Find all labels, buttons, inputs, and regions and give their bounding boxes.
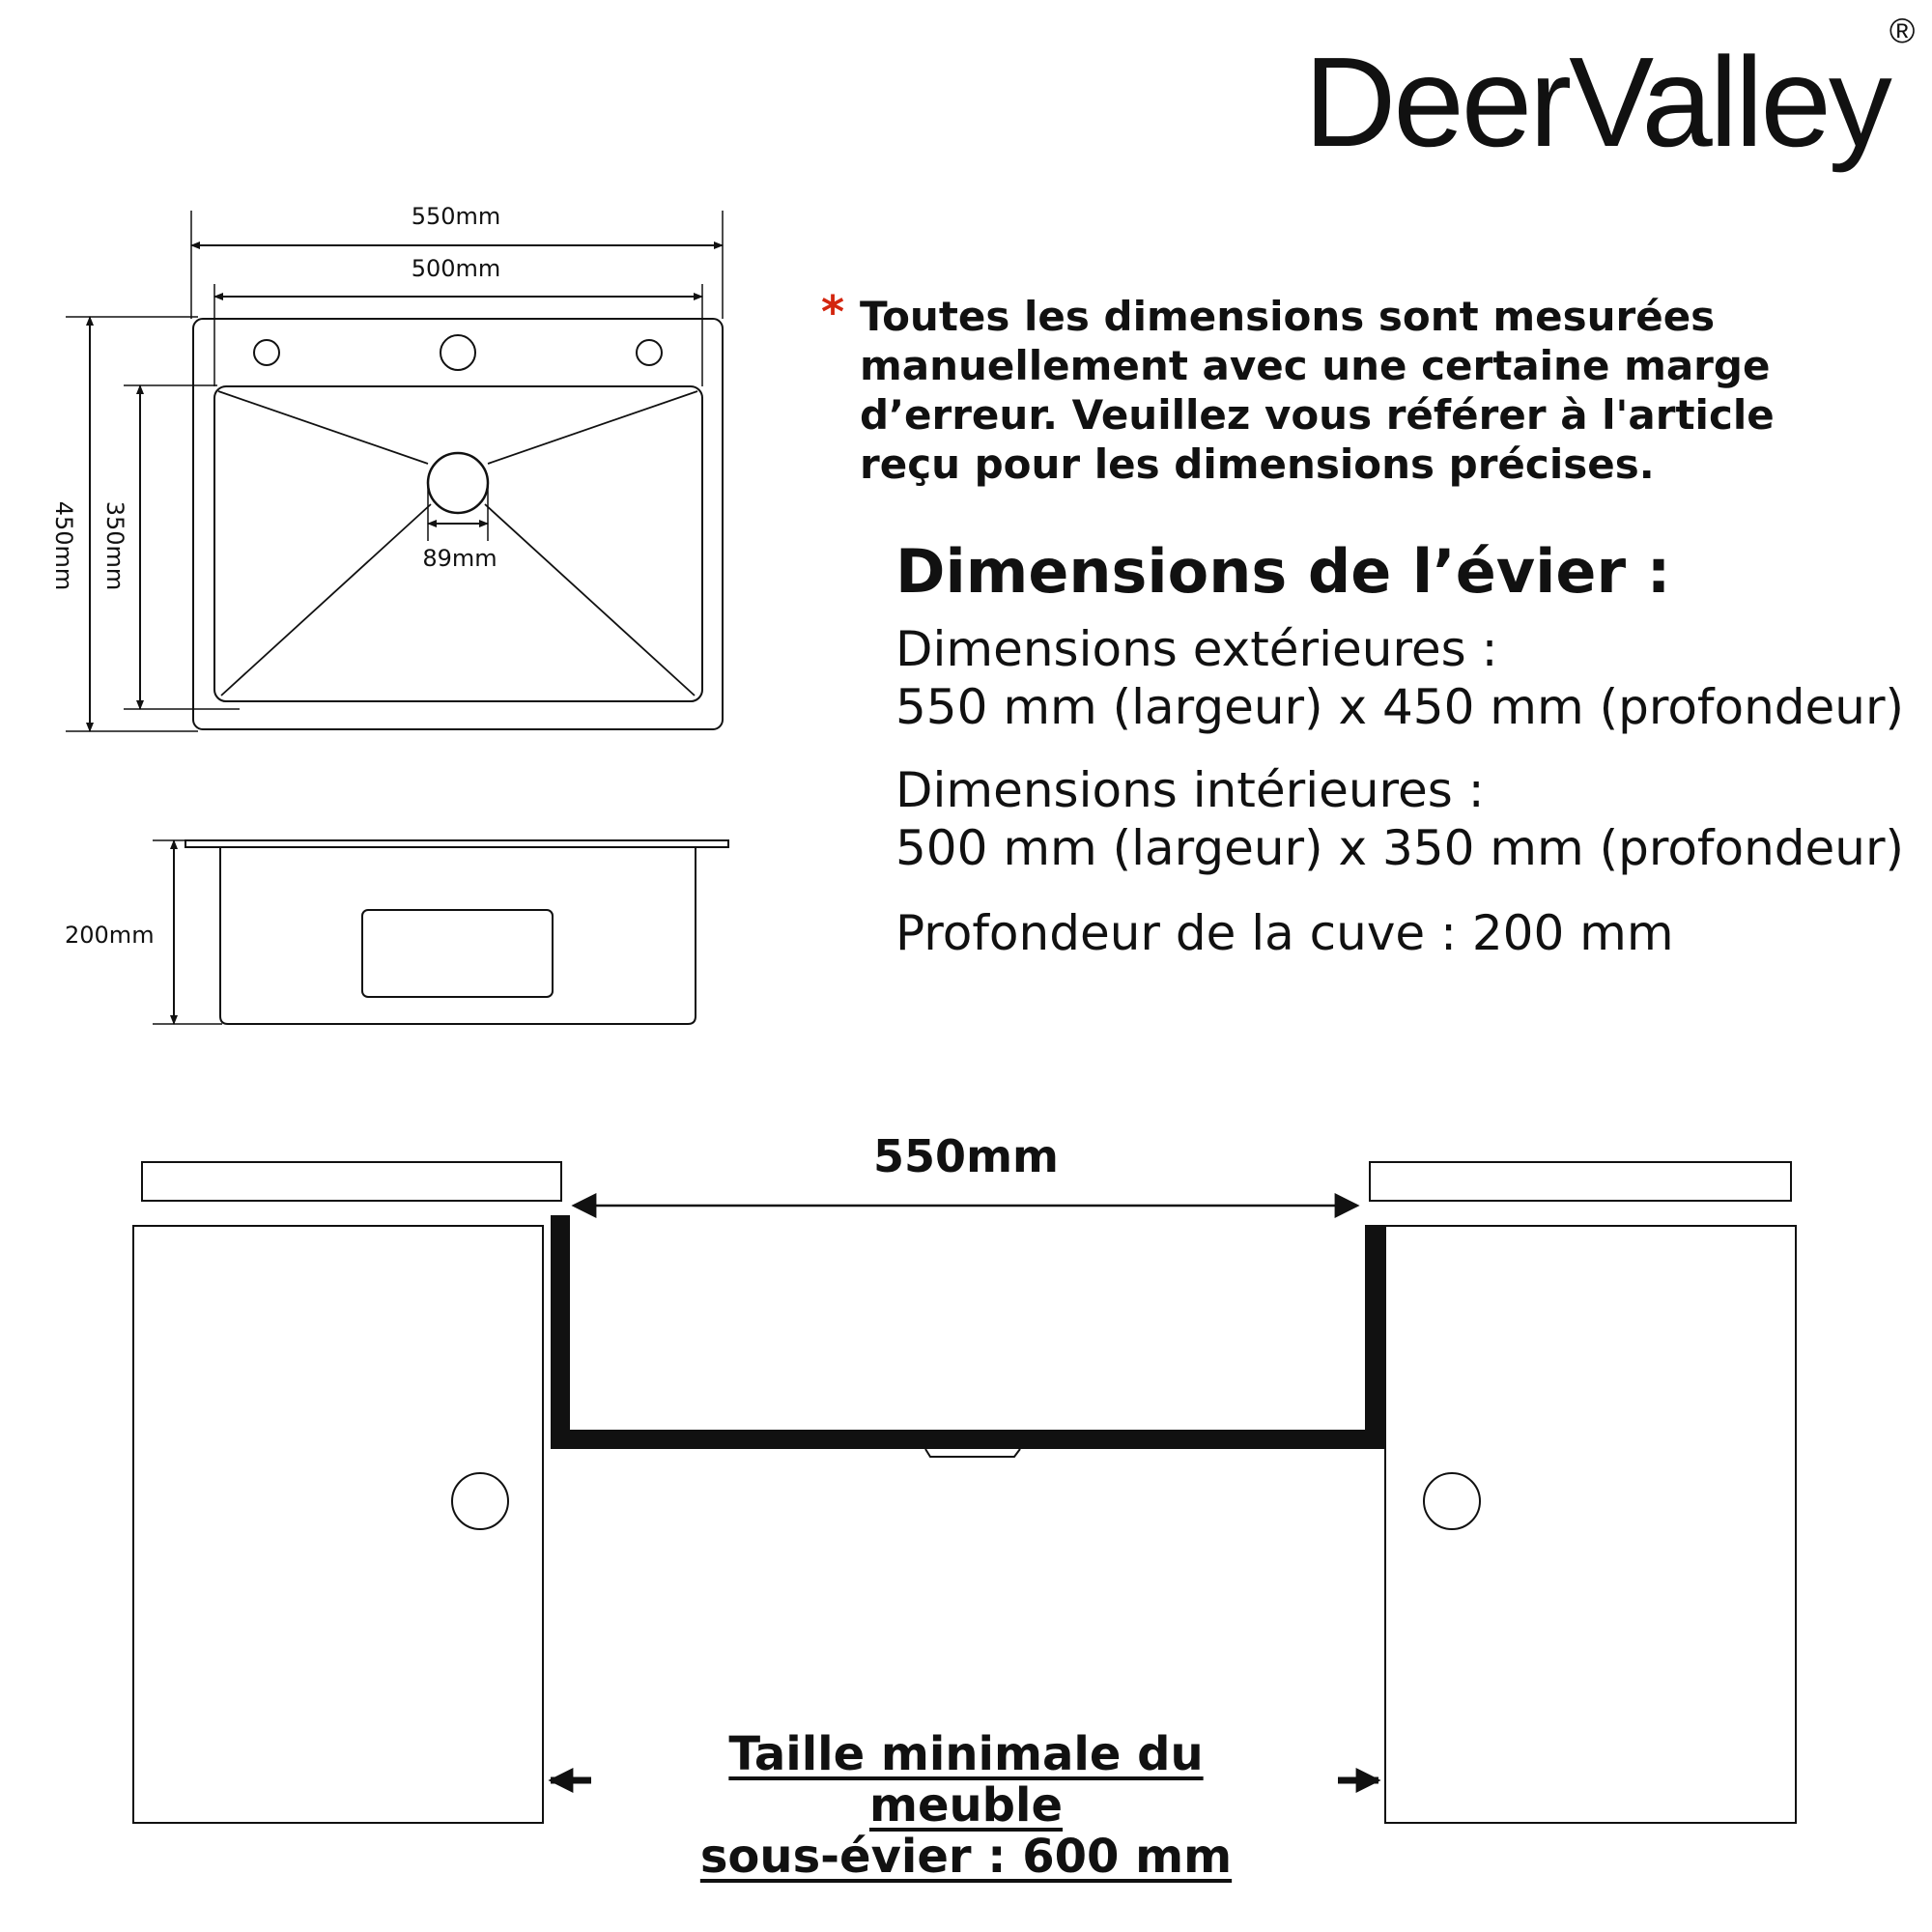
countertop-left	[142, 1162, 561, 1201]
note-line: Toutes les dimensions sont mesurées	[860, 293, 1716, 340]
side-rim	[185, 840, 728, 847]
countertop-right	[1370, 1162, 1791, 1201]
registered-mark: ®	[1889, 11, 1916, 50]
cabinet-caption-line1: Taille minimale du meuble	[728, 1727, 1204, 1833]
inner-depth-label: 350mm	[101, 500, 128, 591]
cabinet-view	[133, 1162, 1796, 1823]
cabinet-caption	[638, 1729, 1294, 1883]
inner-dimensions-value: 500 mm (largeur) x 350 mm (profondeur)	[895, 820, 1905, 876]
drain-bump	[925, 1449, 1020, 1457]
drain	[428, 453, 488, 513]
bowl-depth-label: 200mm	[65, 922, 155, 949]
tap-hole-right	[637, 340, 662, 365]
brand-name: DeerValley	[1304, 31, 1889, 173]
outer-dimensions-value: 550 mm (largeur) x 450 mm (profondeur)	[895, 679, 1905, 735]
outer-depth-label: 450mm	[50, 500, 77, 591]
overflow-panel	[362, 910, 553, 997]
bowl-depth-spec: Profondeur de la cuve : 200 mm	[895, 905, 1674, 961]
outer-width-label: 550mm	[411, 203, 501, 230]
measurement-note	[821, 286, 1903, 489]
note-line: manuellement avec une certaine marge	[860, 342, 1771, 389]
door-knob-left	[452, 1473, 508, 1529]
tap-hole-center	[440, 335, 475, 370]
top-view	[66, 211, 723, 731]
outer-dimensions	[895, 620, 1904, 736]
asterisk-icon: *	[821, 286, 845, 338]
cabinet-door-right	[1385, 1226, 1796, 1823]
inner-width-label: 500mm	[411, 255, 501, 282]
tap-hole-left	[254, 340, 279, 365]
cabinet-door-left	[133, 1226, 543, 1823]
specs-title: Dimensions de l’évier :	[895, 536, 1671, 607]
drain-diameter-label: 89mm	[422, 545, 497, 572]
door-knob-right	[1424, 1473, 1480, 1529]
note-line: reçu pour les dimensions précises.	[860, 440, 1655, 488]
cabinet-caption-line2: sous-évier : 600 mm	[699, 1830, 1233, 1884]
sink-section	[560, 1215, 1375, 1439]
inner-bowl	[214, 386, 702, 701]
inner-dimensions-label: Dimensions intérieures :	[895, 762, 1485, 818]
inner-dimensions	[895, 761, 1904, 877]
side-view	[153, 840, 728, 1024]
note-line: d’erreur. Veuillez vous référer à l'article	[860, 391, 1775, 439]
outer-dimensions-label: Dimensions extérieures :	[895, 621, 1498, 677]
sink-width-label: 550mm	[873, 1130, 1059, 1182]
